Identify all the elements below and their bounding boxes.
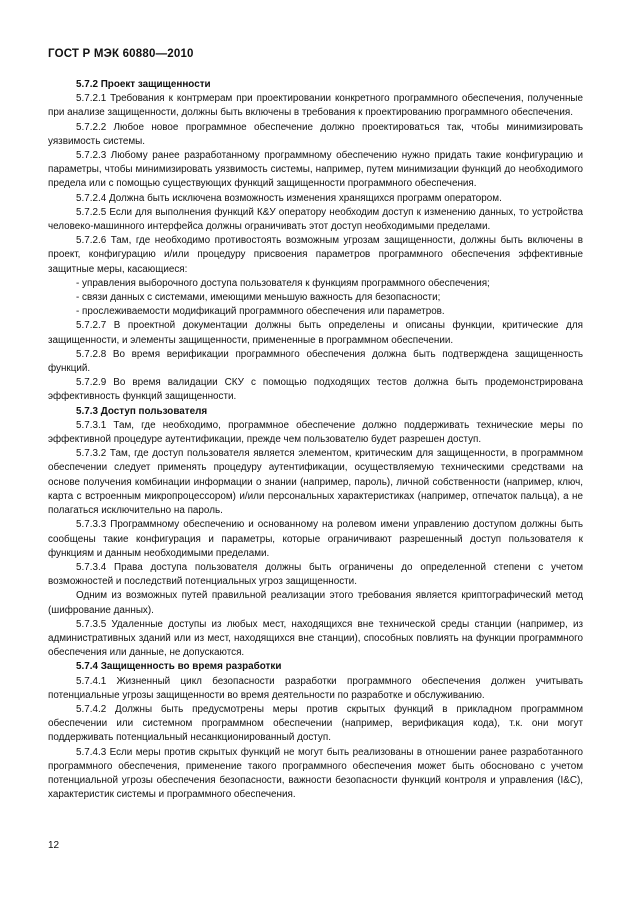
page-number: 12 xyxy=(48,840,60,851)
paragraph: 5.7.2.1 Требования к контрмерам при проектировании конкретного программного обеспечения, полученные при анализе защищенности, должны быть включены в требования к проектированию программного обеспечения. xyxy=(48,93,583,119)
page-header: ГОСТ Р МЭК 60880—2010 xyxy=(48,48,194,60)
section-heading: 5.7.2 Проект защищенности xyxy=(76,79,211,90)
paragraph: Одним из возможных путей правильной реализации этого требования является криптографический метод (шифрование данных). xyxy=(48,590,583,616)
paragraph: 5.7.2.3 Любому ранее разработанному программному обеспечению нужно придать такие конфигурацию и параметры, чтобы минимизировать уязвимость системы, например, путем минимизации функций до необходимого предела или с помощью существующих функций защищенности программного обеспечения. xyxy=(48,150,583,190)
document-body xyxy=(48,78,583,802)
paragraph: 5.7.2.7 В проектной документации должны быть определены и описаны функции, критические для защищенности, и элементы защищенности, примененные в программном обеспечении. xyxy=(48,320,583,346)
paragraph: - связи данных с системами, имеющими меньшую важность для безопасности; xyxy=(76,292,441,304)
paragraph: - управления выборочного доступа пользователя к функциям программного обеспечения; xyxy=(76,277,490,289)
paragraph: 5.7.2.9 Во время валидации СКУ с помощью подходящих тестов должна быть продемонстрирована эффективность функций защищенности. xyxy=(48,377,583,403)
paragraph: 5.7.4.3 Если меры против скрытых функций не могут быть реализованы в отношении ранее разработанного программного обеспечения, применение такого программного обеспечения может быть обосновано с учетом потенциальной угрозы обеспечения безопасности, важности безопасности функций контроля и управления (I&C), характеристик системы и программного обеспечения. xyxy=(48,746,583,801)
paragraph: 5.7.2.6 Там, где необходимо противостоять возможным угрозам защищенности, должны быть включены в проект, конфигурацию и/или процедуру присвоения параметров программного обеспечения эффективные защитные меры, касающиеся: xyxy=(48,235,583,275)
section-heading: 5.7.4 Защищенность во время разработки xyxy=(76,661,282,673)
paragraph: 5.7.2.2 Любое новое программное обеспечение должно проектироваться так, чтобы минимизировать уязвимость системы. xyxy=(48,121,583,147)
section-heading: 5.7.3 Доступ пользователя xyxy=(76,405,208,417)
paragraph: 5.7.4.2 Должны быть предусмотрены меры против скрытых функций в прикладном программном обеспечении или системном программном обеспечении (например, верификация кода), т.к. они могут поддерживать потенциальный несанкционированный доступ. xyxy=(48,703,583,744)
paragraph: 5.7.3.5 Удаленные доступы из любых мест, находящихся вне технической среды станции (например, из административных зданий или из мест, находящихся вне станции), способных повлиять на функции программного обеспечения или данные, не допускаются. xyxy=(48,618,583,659)
paragraph: 5.7.2.5 Если для выполнения функций К&У оператору необходим доступ к изменению данных, то устройства человеко-машинного интерфейса должны ограничивать этот доступ необходимыми пределами. xyxy=(48,206,583,233)
paragraph: - прослеживаемости модификаций программного обеспечения или параметров. xyxy=(76,306,445,318)
paragraph: 5.7.3.1 Там, где необходимо, программное обеспечение должно поддерживать технические меры по эффективной процедуре аутентификации, прежде чем пользователю будет разрешен доступ. xyxy=(48,419,583,446)
paragraph: 5.7.2.8 Во время верификации программного обеспечения должна быть подтверждена защищенность функций. xyxy=(48,348,583,375)
paragraph: 5.7.3.4 Права доступа пользователя должны быть ограничены до определенной степени с учетом возможностей и последствий потенциальных угроз защищенности. xyxy=(48,561,583,588)
paragraph: 5.7.3.3 Программному обеспечению и основанному на ролевом имени управлению доступом должны быть сообщены такие конфигурация и параметры, которые ограничивают разрешенный доступ пользователя к функциям и данным необходимыми пределами. xyxy=(48,519,583,559)
paragraph: 5.7.3.2 Там, где доступ пользователя является элементом, критическим для защищенности, в программном обеспечении следует применять процедуру аутентификации, осуществляемую техническими средствами на основе получения комбинации информации о знании (например, пароль), личной собственности (например, ключ, карта с встроенным микропроцессором) и/или персональных характеристиках (например, отпечаток пальца), а не полагаться исключительно на пароль. xyxy=(48,448,583,517)
paragraph: 5.7.2.4 Должна быть исключена возможность изменения хранящихся программ оператором. xyxy=(76,192,502,204)
paragraph: 5.7.4.1 Жизненный цикл безопасности разработки программного обеспечения должен учитывать потенциальные угрозы защищенности во время деятельности по разработке и обслуживанию. xyxy=(48,675,583,701)
